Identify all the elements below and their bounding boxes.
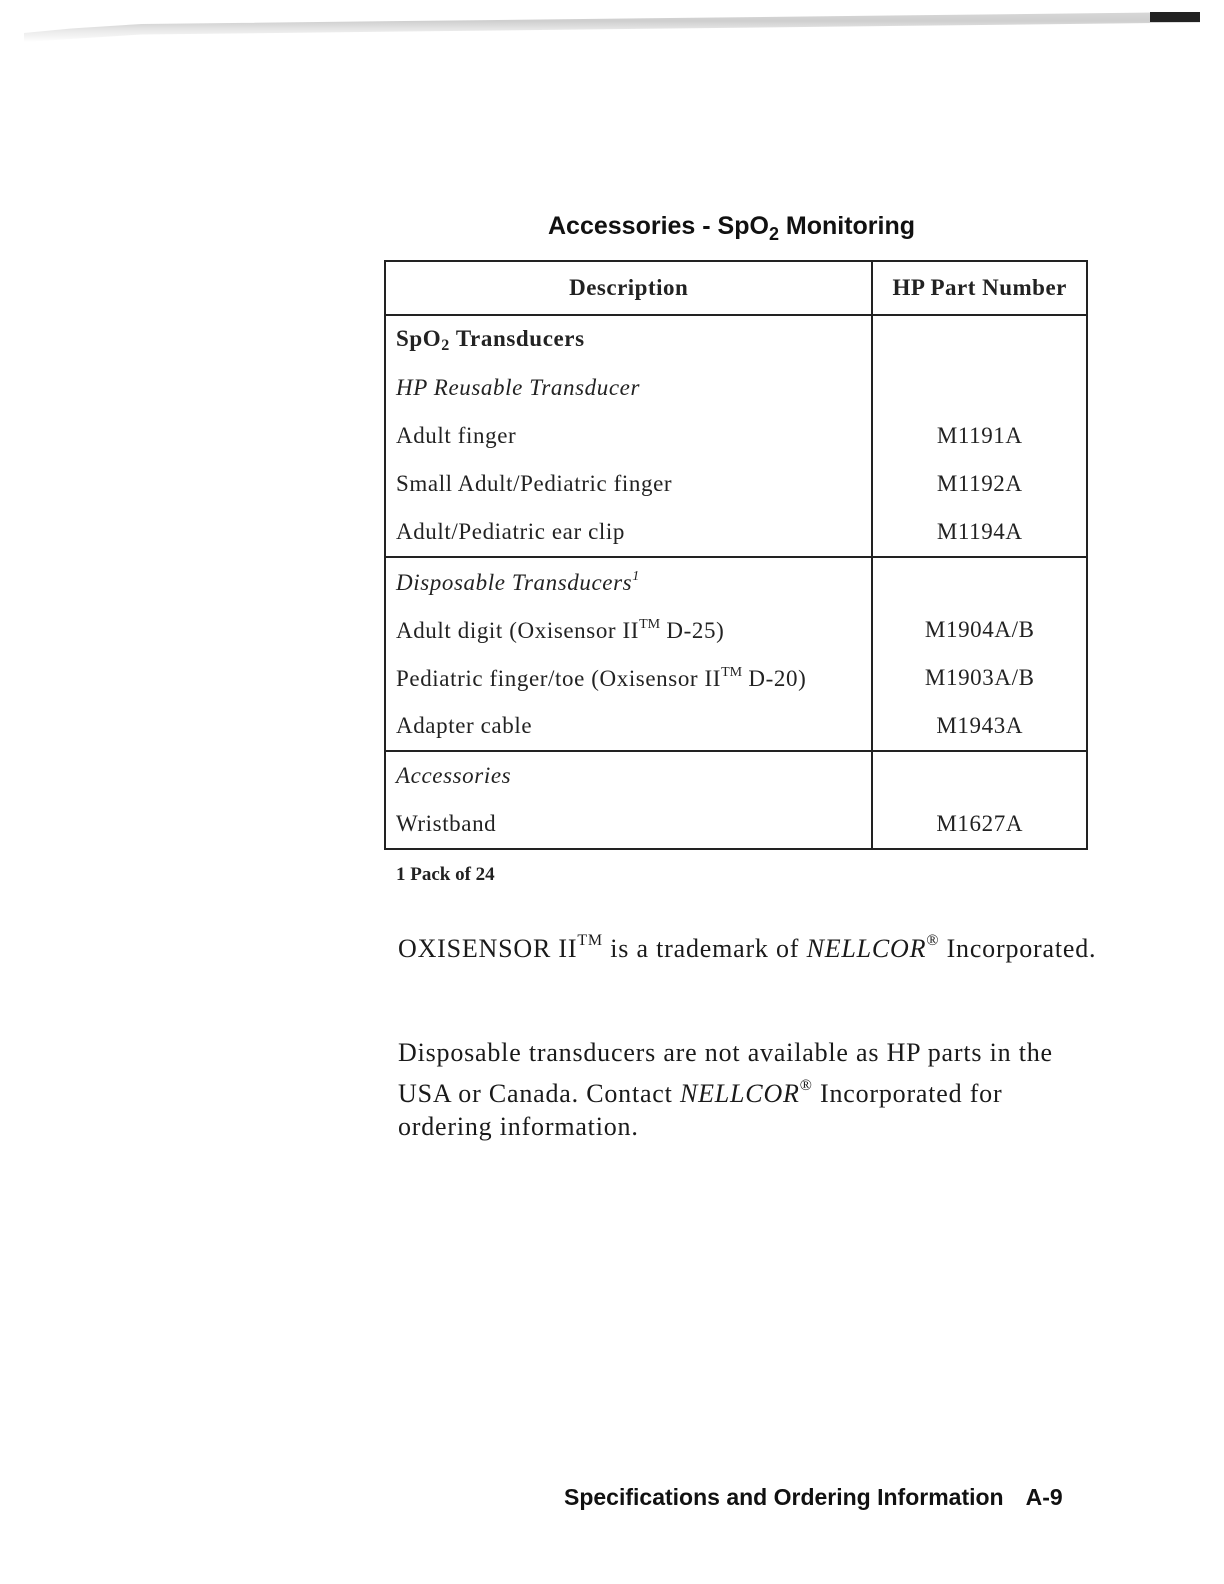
trademark-mark: TM bbox=[721, 664, 743, 680]
description-cell: Adult finger bbox=[385, 412, 872, 460]
table-row bbox=[385, 557, 1087, 606]
description-cell bbox=[385, 606, 872, 654]
part-number-cell: M1903A/B bbox=[872, 654, 1087, 702]
scan-edge-mark bbox=[1150, 12, 1200, 22]
part-number-cell: M1192A bbox=[872, 460, 1087, 508]
table-row bbox=[385, 702, 1087, 751]
paragraph-text: Incorporated for ordering information. bbox=[398, 1079, 1003, 1141]
table-row bbox=[385, 412, 1087, 460]
description-suffix: D-20) bbox=[742, 665, 807, 691]
table-row bbox=[385, 751, 1087, 800]
table-row bbox=[385, 315, 1087, 364]
trademark-paragraph bbox=[398, 924, 1098, 965]
part-number-cell: M1194A bbox=[872, 508, 1087, 557]
part-number-cell: M1943A bbox=[872, 702, 1087, 751]
part-number-cell: M1191A bbox=[872, 412, 1087, 460]
description-cell: Adapter cable bbox=[385, 702, 872, 751]
table-row bbox=[385, 508, 1087, 557]
description-cell: Adult/Pediatric ear clip bbox=[385, 508, 872, 557]
part-number-cell: M1627A bbox=[872, 800, 1087, 849]
subheading-accessories: Accessories bbox=[385, 751, 872, 800]
description-cell: Wristband bbox=[385, 800, 872, 849]
part-cell-empty bbox=[872, 315, 1087, 364]
section-heading-suffix: Transducers bbox=[449, 325, 585, 351]
company-name: NELLCOR bbox=[679, 1079, 800, 1108]
description-prefix: Adult digit (Oxisensor II bbox=[396, 617, 640, 643]
part-cell-empty bbox=[872, 557, 1087, 606]
header-part-number: HP Part Number bbox=[872, 261, 1087, 315]
subheading-disposable-text: Disposable Transducers bbox=[396, 569, 633, 595]
table-row bbox=[385, 364, 1087, 412]
subheading-disposable bbox=[385, 557, 872, 606]
title-subscript: 2 bbox=[768, 224, 779, 244]
description-suffix: D-25) bbox=[660, 617, 725, 643]
table-row bbox=[385, 654, 1087, 702]
scan-edge-shadow bbox=[24, 12, 1200, 42]
page-number: A-9 bbox=[1025, 1484, 1063, 1510]
description-cell: Small Adult/Pediatric finger bbox=[385, 460, 872, 508]
paragraph-text: is a trademark of bbox=[602, 934, 807, 963]
title-prefix: Accessories - SpO bbox=[548, 212, 769, 240]
accessories-table bbox=[384, 260, 1088, 850]
trademark-mark: TM bbox=[577, 932, 603, 949]
table-row bbox=[385, 800, 1087, 849]
footnote-marker: 1 bbox=[632, 568, 640, 584]
part-number-cell: M1904A/B bbox=[872, 606, 1087, 654]
description-cell bbox=[385, 654, 872, 702]
table-row bbox=[385, 460, 1087, 508]
page-title bbox=[548, 212, 915, 245]
brand-name: OXISENSOR II bbox=[398, 934, 578, 963]
description-prefix: Pediatric finger/toe (Oxisensor II bbox=[396, 665, 722, 691]
subheading-reusable: HP Reusable Transducer bbox=[385, 364, 872, 412]
part-cell-empty bbox=[872, 751, 1087, 800]
table-row bbox=[385, 606, 1087, 654]
paragraph-text: Disposable transducers are not available as HP parts in the USA or Canada. Contact bbox=[398, 1038, 1053, 1108]
table-footnote: 1 Pack of 24 bbox=[396, 864, 495, 885]
section-heading-subscript: 2 bbox=[441, 336, 450, 354]
title-suffix: Monitoring bbox=[778, 212, 916, 240]
trademark-mark: TM bbox=[639, 616, 661, 632]
registered-mark: ® bbox=[926, 932, 940, 949]
page-footer bbox=[564, 1484, 1063, 1511]
table-header-row bbox=[385, 261, 1087, 315]
section-heading-prefix: SpO bbox=[396, 325, 442, 351]
header-description: Description bbox=[385, 261, 872, 315]
company-name: NELLCOR bbox=[806, 934, 927, 963]
registered-mark: ® bbox=[799, 1077, 813, 1094]
part-cell-empty bbox=[872, 364, 1087, 412]
section-heading-spo2-transducers bbox=[385, 315, 872, 364]
paragraph-text: Incorporated. bbox=[939, 934, 1097, 963]
footer-section-title: Specifications and Ordering Information bbox=[564, 1484, 1004, 1510]
availability-paragraph bbox=[398, 1036, 1098, 1143]
